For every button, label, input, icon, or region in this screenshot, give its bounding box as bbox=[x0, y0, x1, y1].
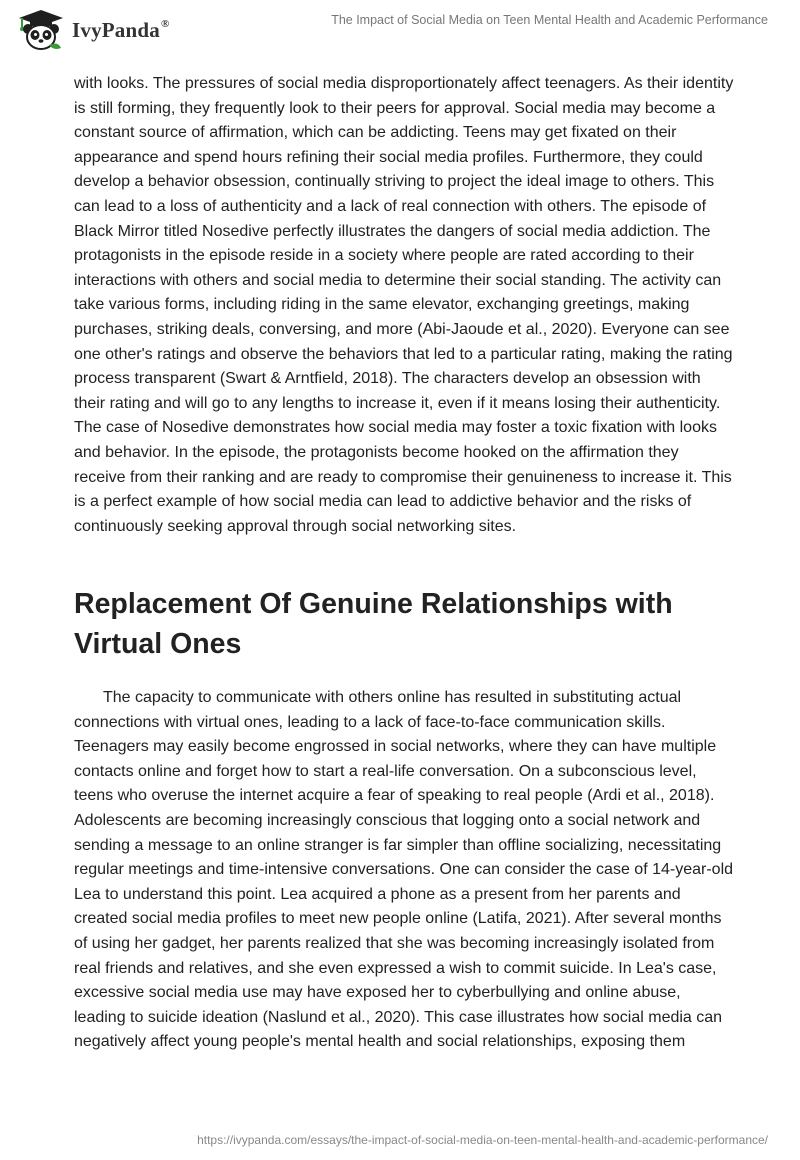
panda-graduate-icon bbox=[16, 8, 66, 52]
ivypanda-logo[interactable] bbox=[16, 8, 169, 52]
section-heading: Replacement Of Genuine Relationships with Virtual Ones bbox=[74, 588, 673, 660]
body-paragraph: The capacity to communicate with others online has resulted in substituting actual connections with virtual ones, leading to a lack of face-to-face communication skills. Teenagers may easily become engrossed in social networks, where they can have multiple contacts online and forget how to start a real-life conversation. On a subconscious level, teens who overuse the internet acquire a fear of speaking to real people (Ardi et al., 2018). Adolescents are becoming increasingly conscious that logging onto a social network and sending a message to an online stranger is far simpler than offline socializing, necessitating regular meetings and time-intensive conversations. One can consider the case of 14-year-old Lea to understand this point. Lea acquired a phone as a present from her parents and created social media profiles to meet new people online (Latifa, 2021). After several months of using her gadget, her parents realized that she was becoming increasingly isolated from real friends and relatives, and she even expressed a wish to commit suicide. In Lea's case, excessive social media use may have exposed her to cyberbullying and online abuse, leading to suicide ideation (Naslund et al., 2020). This case illustrates how social media can negatively affect young people's mental health and social relationships, exposing them bbox=[74, 689, 734, 1051]
page-header bbox=[0, 0, 800, 66]
brand-name: IvyPanda® bbox=[72, 17, 170, 42]
document-title: The Impact of Social Media on Teen Mental Health and Academic Performance bbox=[331, 13, 768, 27]
registered-mark: ® bbox=[160, 17, 170, 30]
footer-source-url[interactable]: https://ivypanda.com/essays/the-impact-of-social-media-on-teen-mental-health-and-academic-performance/ bbox=[197, 1133, 768, 1147]
body-paragraph: with looks. The pressures of social media disproportionately affect teenagers. As their identity is still forming, they frequently look to their peers for approval. Social media may become a constant source of affirmation, which can be addicting. Teens may get fixated on their appearance and spend hours refining their social media profiles. Furthermore, they could develop a behavior obsession, continually striving to project the ideal image to others. This can lead to a loss of authenticity and a lack of real connection with others. The episode of Black Mirror titled Nosedive perfectly illustrates the dangers of social media addiction. The protagonists in the episode reside in a society where people are rated according to their interactions with others and social media to determine their social standing. The activity can take various forms, including riding in the same elevator, exchanging greetings, making purchases, striking deals, conversing, and more (Abi-Jaoude et al., 2020). Everyone can see one other's ratings and observe the behaviors that led to a particular rating, making the rating process transparent (Swart & Arntfield, 2018). The characters develop an obsession with their rating and will go to any lengths to increase it, even if it means losing their authenticity. The case of Nosedive demonstrates how social media may foster a toxic fixation with looks and behavior. In the episode, the protagonists become hooked on the affirmation they receive from their ranking and are ready to compromise their genuineness to increase it. This is a perfect example of how social media can lead to addictive behavior and the risks of continuously seeking approval through social networking sites. bbox=[74, 75, 734, 535]
